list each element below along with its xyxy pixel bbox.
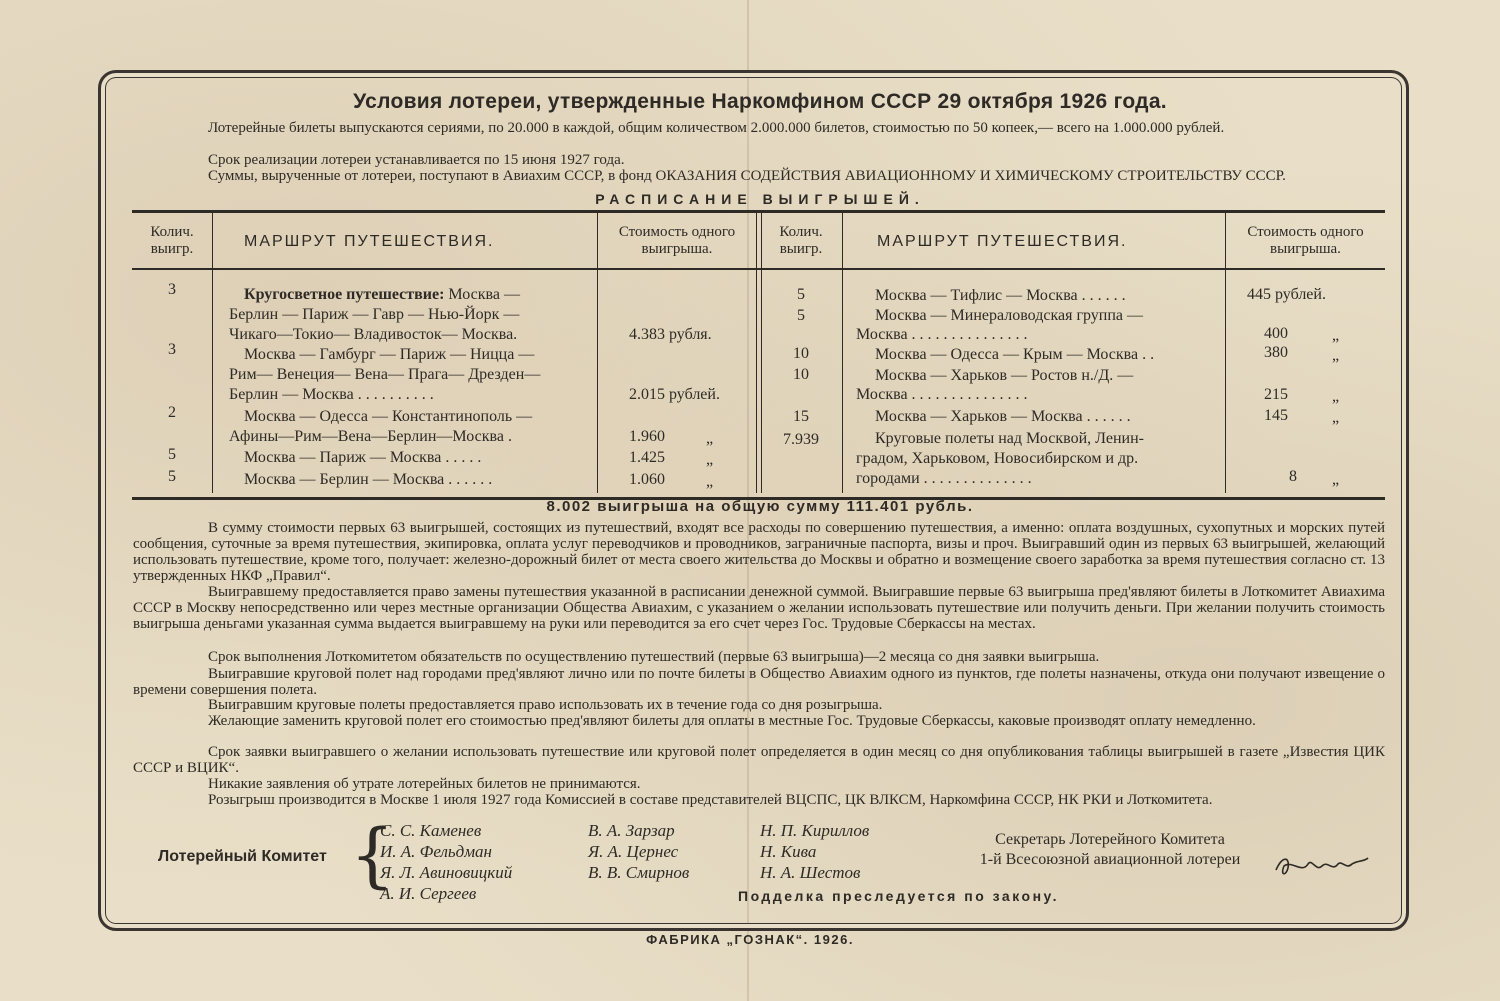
header-route-right: МАРШРУТ ПУТЕШЕСТВИЯ. [877,233,1128,250]
right-row-6-ditto: „ [1332,471,1340,488]
committee-member: В. А. Зарзар [588,821,675,840]
right-row-1-cost: 445 рублей. [1247,286,1326,303]
header-route-left: МАРШРУТ ПУТЕШЕСТВИЯ. [244,233,495,250]
right-row-6-route-line: градом, Харьковом, Новосибирском и др. [856,450,1139,467]
left-row-5-ditto: „ [706,473,714,490]
header-qty-right: Колич. выигр. [779,224,823,257]
committee-member: С. С. Каменев [380,821,482,840]
left-row-1-qty: 3 [168,281,176,298]
right-row-4-cost: 215 [1264,386,1288,403]
left-row-1-route [244,285,520,305]
header-cost-left: Стоимость одного выигрыша. [618,224,736,257]
intro-paragraph-3: Суммы, вырученные от лотереи, поступают в Авиахим СССР, в фонд ОКАЗАНИЯ СОДЕЙСТВИЯ АВИАЦИОННОМУ И ХИМИЧЕСКОМУ СТРОИТЕЛЬСТВУ СССР. [208,168,1286,184]
left-row-3-cost: 1.960 [629,428,665,445]
left-row-4-qty: 5 [168,446,176,463]
left-row-4-ditto: „ [706,451,714,468]
left-row-5-cost: 1.060 [629,471,665,488]
right-row-1-route-line: Москва — Тифлис — Москва . . . . . . [875,287,1126,304]
right-row-2-cost: 400 [1264,325,1288,342]
left-row-1-route-line: Чикаго—Токио— Владивосток— Москва. [229,326,518,343]
right-row-4-ditto: „ [1332,388,1340,405]
left-row-1-cost: 4.383 рубля. [629,326,712,343]
right-row-6-cost: 8 [1289,468,1297,485]
rules-paragraph-3: Срок выполнения Лоткомитетом обязательств по осуществлению путешествий (первые 63 выигрыша)—2 месяца со дня заявки выигрыша. [208,649,1100,665]
left-row-5-route-line: Москва — Берлин — Москва . . . . . . [244,471,493,488]
left-row-2-qty: 3 [168,341,176,358]
prize-table [132,210,1385,500]
right-row-4-route-line: Москва . . . . . . . . . . . . . . . [856,386,1028,403]
rules-paragraph-4: Выигравшие круговой полет над городами пред'являют лично или по почте билеты в Общество Авиахим одного из пунктов, где полеты назначены, откуда они получают извещение о времени совершения полета. [133,666,1385,698]
committee-member: А. И. Сергеев [380,884,477,903]
right-row-3-qty: 10 [793,345,809,362]
left-row-1-route-line: Москва — [444,286,520,303]
right-row-3-cost: 380 [1264,344,1288,361]
right-row-4-qty: 10 [793,366,809,383]
left-row-5-qty: 5 [168,468,176,485]
committee-member: Н. А. Шестов [760,863,861,882]
committee-member: Н. П. Кириллов [760,821,870,840]
right-row-2-route-line: Москва — Минераловодская группа — [875,307,1144,324]
committee-member: И. А. Фельдман [380,842,492,861]
intro-paragraph-1: Лотерейные билеты выпускаются сериями, по 20.000 в каждой, общим количеством 2.000.000 билетов, стоимостью по 50 копеек,— всего на 1.000.000 рублей. [208,120,1225,136]
right-row-4-route-line: Москва — Харьков — Ростов н./Д. — [875,367,1134,384]
header-qty-left: Колич. выигр. [150,224,194,257]
right-row-2-ditto: „ [1332,327,1340,344]
right-row-2-qty: 5 [797,307,805,324]
left-row-2-route-line: Москва — Гамбург — Париж — Ницца — [244,346,535,363]
right-row-5-ditto: „ [1332,409,1340,426]
brace-symbol: { [350,814,395,896]
rules-paragraph-6: Желающие заменить круговой полет его стоимостью пред'являют билеты для оплаты в местные Гос. Трудовые Сберкассы, каковые производят оплату немедленно. [208,713,1256,729]
intro-paragraph-2: Срок реализации лотереи устанавливается по 15 июня 1927 года. [208,152,625,168]
right-row-1-qty: 5 [797,286,805,303]
factory-mark: ФАБРИКА „ГОЗНАК“. 1926. [646,932,854,947]
left-row-3-route-line: Москва — Одесса — Константинополь — [244,408,533,425]
right-row-6-route-line: городами . . . . . . . . . . . . . . [856,470,1032,487]
rules-paragraph-7: Срок заявки выигравшего о желании использовать путешествие или круговой полет определяется в один месяц со дня опубликования таблицы выигрышей в газете „Известия ЦИК СССР и ВЦИК“. [133,744,1385,776]
right-row-2-route-line: Москва . . . . . . . . . . . . . . . [856,326,1028,343]
committee-member: Н. Кива [760,842,817,861]
rules-paragraph-2: Выигравшему предоставляется право замены путешествия указанной в расписании денежной суммой. Выигравшие первые 63 выигрыша пред'являют билеты в Лоткомитет Авиахима СССР в Москву непосредственно или через местные организации Общества Авиахим, с указанием о желании использовать путешествие или получить деньги. При желании получить стоимость выигрыша деньгами указанная сумма выдается выигравшему на руки или переводится за его счет через Гос. Трудовые Сберкассы на местах. [133,584,1385,632]
committee-label: Лотерейный Комитет [158,848,327,865]
committee-member: Я. А. Цернес [588,842,679,861]
secretary-line: 1-й Всесоюзной авиационной лотереи [979,851,1241,868]
left-row-1-route-lead: Кругосветное путешествие: [244,286,445,303]
right-row-5-cost: 145 [1264,407,1288,424]
left-row-3-ditto: „ [706,430,714,447]
committee-member: В. В. Смирнов [588,863,690,882]
left-row-3-route-line: Афины—Рим—Вена—Берлин—Москва . [229,428,512,445]
rules-paragraph-8: Никакие заявления об утрате лотерейных билетов не принимаются. [208,776,641,792]
right-row-6-route-line: Круговые полеты над Москвой, Ленин- [875,430,1144,447]
left-row-2-route-line: Берлин — Москва . . . . . . . . . . [229,386,434,403]
right-row-3-route-line: Москва — Одесса — Крым — Москва . . [875,346,1155,363]
right-row-5-qty: 15 [793,408,809,425]
right-row-6-qty: 7.939 [783,431,819,448]
table-col-rule [842,213,843,493]
left-row-4-route-line: Москва — Париж — Москва . . . . . [244,449,482,466]
left-row-3-qty: 2 [168,404,176,421]
committee-member: Я. Л. Авиновицкий [380,863,513,882]
document-title: Условия лотереи, утвержденные Наркомфином СССР 29 октября 1926 года. [353,90,1167,113]
secretary-title [945,830,1275,870]
header-cost-right: Стоимость одного выигрыша. [1247,224,1364,257]
total-summary: 8.002 выигрыша на общую сумму 111.401 рубль. [546,498,974,515]
rules-paragraph-9: Розыгрыш производится в Москве 1 июля 1927 года Комиссией в составе представителей ВЦСПС, ЦК ВЛКСМ, Наркомфина СССР, НК РКИ и Лоткомитета. [208,792,1213,808]
table-col-rule [212,213,213,493]
left-row-4-cost: 1.425 [629,449,665,466]
left-row-1-route-line: Берлин — Париж — Гавр — Нью-Йорк — [229,306,520,323]
secretary-line: Секретарь Лотерейного Комитета [995,831,1225,848]
right-row-5-route-line: Москва — Харьков — Москва . . . . . . [875,408,1131,425]
schedule-title: РАСПИСАНИЕ ВЫИГРЫШЕЙ. [595,191,925,207]
rules-paragraph-1: В сумму стоимости первых 63 выигрышей, состоящих из путешествий, входят все расходы по совершению путешествия, а именно: оплата воздушных, сухопутных и морских путей сообщения, суточные за время путешествия, экипировка, оплата услуг переводчиков и проводников, заграничные паспорта, визы и проч. Выигравший один из первых 63 выигрышей, желающий использовать путешествие, кроме того, получает: железно-дорожный билет от места своего жительства до Москвы и обратно и возмещение своего заработка за время путешествия согласно ст. 13 утвержденных НКФ „Правил“. [133,520,1385,584]
rules-paragraph-5: Выигравшим круговые полеты предоставляется право использовать их в течение года со дня розыгрыша. [208,697,883,713]
left-row-2-cost: 2.015 рублей. [629,386,720,403]
right-row-3-ditto: „ [1332,347,1340,364]
left-row-2-route-line: Рим— Венеция— Вена— Прага— Дрезден— [229,366,541,383]
forgery-warning: Подделка преследуется по закону. [738,888,1059,904]
signature-icon [1272,850,1372,882]
